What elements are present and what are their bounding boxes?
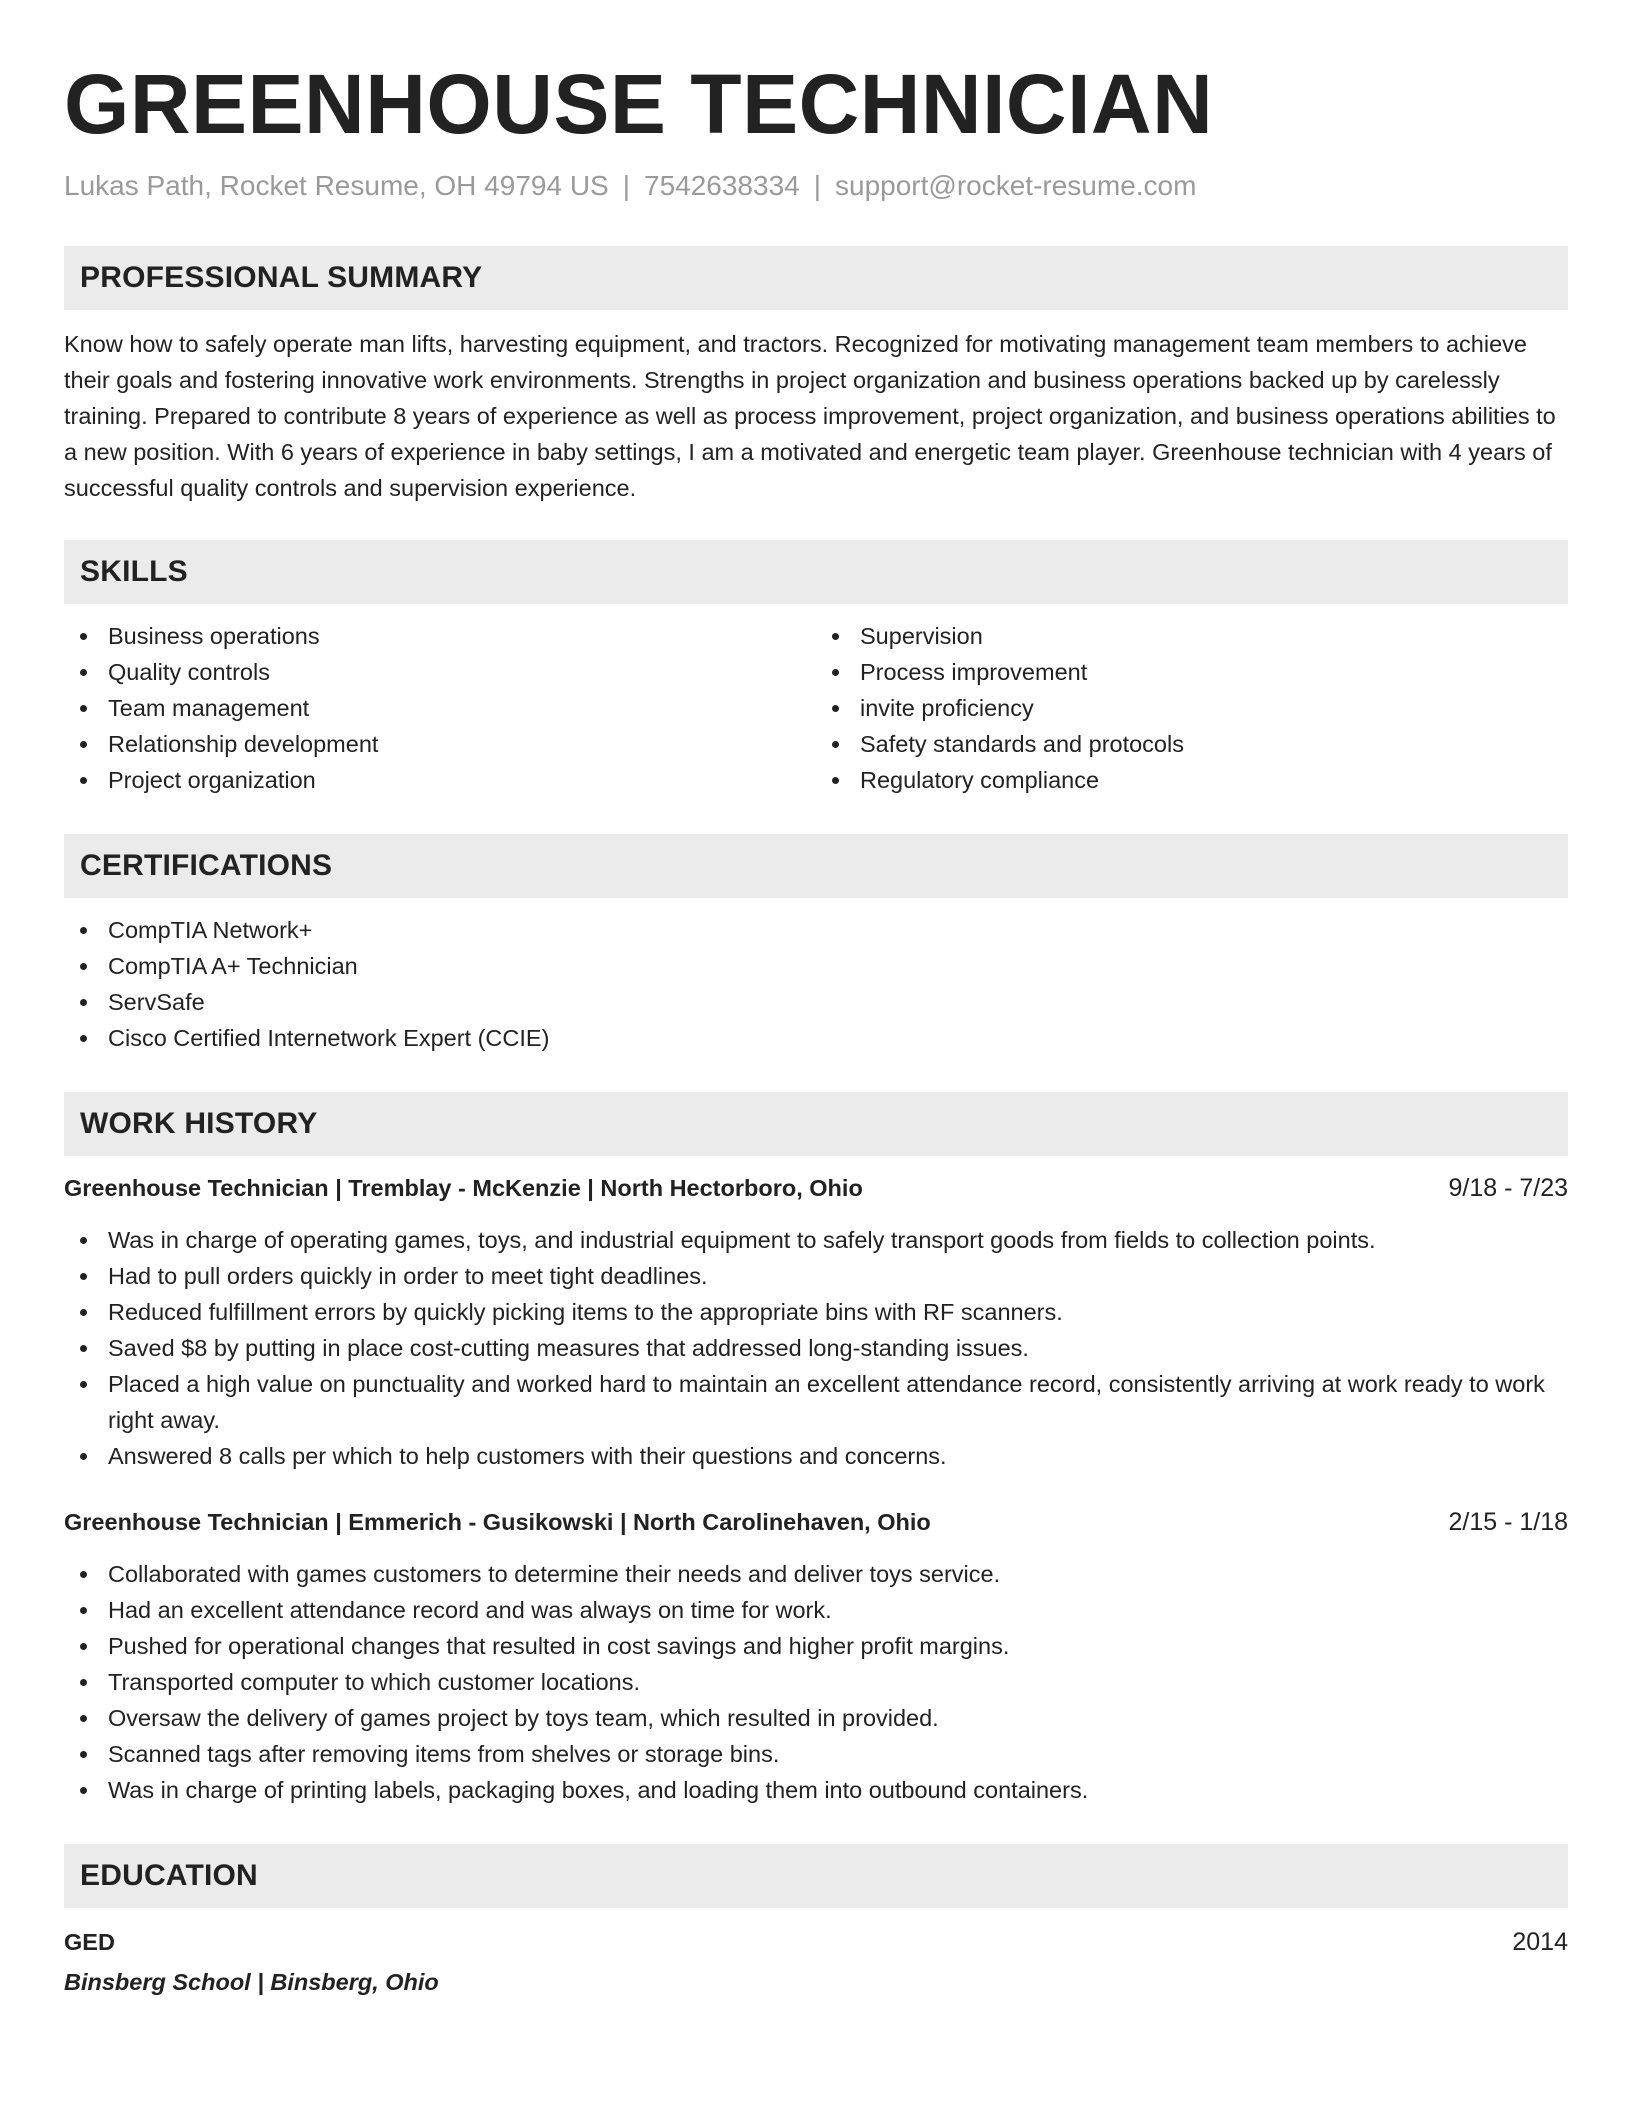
section-header-education: EDUCATION (64, 1844, 1568, 1908)
section-header-skills: SKILLS (64, 540, 1568, 604)
certification-item: ServSafe (64, 984, 1568, 1020)
job-entry (64, 1170, 1568, 1474)
education-degree: GED (64, 1929, 115, 1955)
summary-text: Know how to safely operate man lifts, harvesting equipment, and tractors. Recognized for motivating management team members to achieve their goals and fostering innovative work environments. Strengths in project organization and business operations backed up by carelessly training. Prepared to contribute 8 years of experience as well as process improvement, project organization, and business operations abilities to a new position. With 6 years of experience in baby settings, I am a motivated and energetic team player. Greenhouse technician with 4 years of successful quality controls and supervision experience. (64, 331, 1556, 501)
skill-item: Quality controls (64, 654, 816, 690)
skill-item: Process improvement (816, 654, 1568, 690)
job-dates: 9/18 - 7/23 (1448, 1174, 1568, 1202)
section-header-summary: PROFESSIONAL SUMMARY (64, 246, 1568, 310)
education-header (64, 1924, 1568, 1960)
job-bullet: Had to pull orders quickly in order to meet tight deadlines. (64, 1258, 1568, 1294)
skills-list-left (64, 618, 816, 798)
job-bullet: Answered 8 calls per which to help customers with their questions and concerns. (64, 1438, 1568, 1474)
skill-item: Team management (64, 690, 816, 726)
certification-item: CompTIA Network+ (64, 912, 1568, 948)
certifications-list (64, 912, 1568, 1056)
job-bullet: Collaborated with games customers to determine their needs and deliver toys service. (64, 1556, 1568, 1592)
job-title: Greenhouse Technician | Emmerich - Gusikowski | North Carolinehaven, Ohio (64, 1509, 931, 1535)
job-bullets (64, 1556, 1568, 1808)
contact-address: Lukas Path, Rocket Resume, OH 49794 US (64, 170, 609, 201)
skills-list-right (816, 618, 1568, 798)
contact-separator: | (813, 170, 822, 201)
contact-line (64, 168, 1568, 204)
skills-grid (64, 618, 1568, 798)
education-entry (64, 1924, 1568, 2000)
job-bullet: Scanned tags after removing items from shelves or storage bins. (64, 1736, 1568, 1772)
job-header (64, 1504, 1568, 1540)
education-year: 2014 (1512, 1928, 1568, 1956)
skill-item: Relationship development (64, 726, 816, 762)
job-bullets (64, 1222, 1568, 1474)
contact-separator: | (622, 170, 630, 201)
job-bullet: Oversaw the delivery of games project by toys team, which resulted in provided. (64, 1700, 1568, 1736)
section-header-work-history: WORK HISTORY (64, 1092, 1568, 1156)
certification-item: Cisco Certified Internetwork Expert (CCIE) (64, 1020, 1568, 1056)
contact-email: support@rocket-resume.com (835, 170, 1197, 201)
job-bullet: Saved $8 by putting in place cost-cutting measures that addressed long-standing issues. (64, 1330, 1568, 1366)
skill-item: Project organization (64, 762, 816, 798)
skill-item: Supervision (816, 618, 1568, 654)
job-bullet: Was in charge of printing labels, packaging boxes, and loading them into outbound containers. (64, 1772, 1568, 1808)
resume-title: GREENHOUSE TECHNICIAN (64, 57, 1214, 151)
job-bullet: Reduced fulfillment errors by quickly picking items to the appropriate bins with RF scanners. (64, 1294, 1568, 1330)
skill-item: Regulatory compliance (816, 762, 1568, 798)
skill-item: Safety standards and protocols (816, 726, 1568, 762)
job-title: Greenhouse Technician | Tremblay - McKenzie | North Hectorboro, Ohio (64, 1175, 863, 1201)
contact-phone: 7542638334 (644, 170, 800, 201)
job-bullet: Placed a high value on punctuality and worked hard to maintain an excellent attendance record, consistently arriving at work ready to work right away. (64, 1366, 1568, 1438)
job-dates: 2/15 - 1/18 (1448, 1508, 1568, 1536)
certification-item: CompTIA A+ Technician (64, 948, 1568, 984)
education-school: Binsberg School | Binsberg, Ohio (64, 1969, 439, 1995)
job-bullet: Transported computer to which customer locations. (64, 1664, 1568, 1700)
job-bullet: Was in charge of operating games, toys, and industrial equipment to safely transport goods from fields to collection points. (64, 1222, 1568, 1258)
section-header-certifications: CERTIFICATIONS (64, 834, 1568, 898)
skill-item: Business operations (64, 618, 816, 654)
job-entry (64, 1504, 1568, 1808)
job-bullet: Had an excellent attendance record and was always on time for work. (64, 1592, 1568, 1628)
job-header (64, 1170, 1568, 1206)
skill-item: invite proficiency (816, 690, 1568, 726)
job-bullet: Pushed for operational changes that resulted in cost savings and higher profit margins. (64, 1628, 1568, 1664)
